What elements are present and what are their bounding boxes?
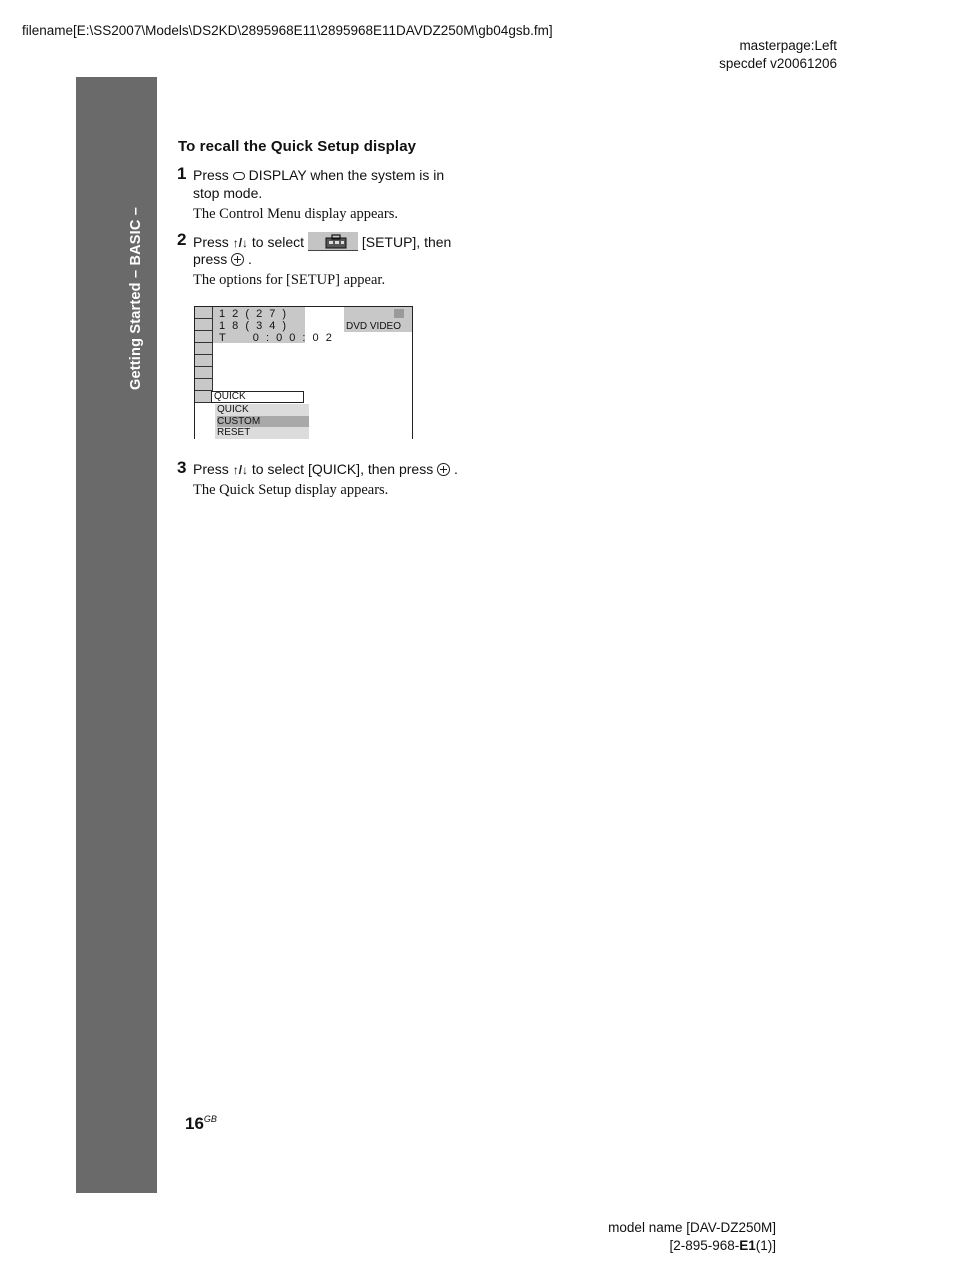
disc-type-label: DVD VIDEO <box>346 321 402 332</box>
step-1-text-after: DISPLAY when the system is in <box>248 167 445 183</box>
step-3-text-mid: to select [QUICK], then press <box>251 461 434 477</box>
menu-icon-cell <box>195 331 212 343</box>
specdef-label: specdef v20061206 <box>719 56 837 71</box>
menu-icon-cell <box>195 379 212 391</box>
step-2-result: The options for [SETUP] appear. <box>193 272 386 288</box>
chapter-info: 1 8 ( 3 4 ) <box>219 320 289 332</box>
step-number-2: 2 <box>177 230 187 249</box>
playback-info-box <box>213 307 334 344</box>
page-number-suffix: GB <box>203 1114 217 1124</box>
menu-icon-cell <box>195 343 212 355</box>
masterpage-label: masterpage:Left <box>739 38 837 53</box>
step-1-text-line2: stop mode. <box>193 185 263 201</box>
display-button-icon <box>233 172 245 180</box>
enter-circle-icon <box>437 463 450 476</box>
step-2-instruction-line2: press . <box>193 251 252 267</box>
step-1-result: The Control Menu display appears. <box>193 206 398 222</box>
setup-toolbox-icon <box>308 232 358 251</box>
step-2-instruction <box>193 232 451 252</box>
menu-icon-cell <box>195 367 212 379</box>
step-number-3: 3 <box>177 458 187 477</box>
chapter-sidebar <box>76 77 157 1193</box>
title-info: 1 2 ( 2 7 ) <box>219 308 289 320</box>
footer-model-name: model name [DAV-DZ250M] <box>608 1220 776 1235</box>
setup-field-value: QUICK <box>214 391 246 402</box>
menu-icon-cell <box>195 355 212 367</box>
step-1-text-before: Press <box>193 167 229 183</box>
footer-code <box>669 1237 776 1255</box>
setup-options-list <box>215 404 309 439</box>
step-1-instruction <box>193 166 444 184</box>
up-down-arrows-icon: ↑/↓ <box>232 236 249 250</box>
step-2-text-mid: to select <box>251 234 305 250</box>
step-2-text-before: Press <box>193 234 229 250</box>
page-number-value: 16 <box>185 1114 204 1133</box>
page-number <box>185 1114 217 1134</box>
section-title: To recall the Quick Setup display <box>178 138 417 155</box>
up-down-arrows-icon: ↑/↓ <box>232 463 249 477</box>
menu-icon-cell-selected <box>195 391 212 403</box>
setup-option-quick: QUICK <box>217 404 249 415</box>
chapter-sidebar-label: Getting Started – BASIC – <box>128 206 144 390</box>
setup-field <box>211 391 304 403</box>
step-3-text-before: Press <box>193 461 229 477</box>
step-3-instruction: Press ↑/↓ to select [QUICK], then press . <box>193 461 458 477</box>
footer-code-suffix: (1)] <box>755 1238 776 1253</box>
stop-status-icon <box>394 309 404 318</box>
step-3-result: The Quick Setup display appears. <box>193 482 389 498</box>
menu-icon-cell <box>195 307 212 319</box>
enter-circle-icon <box>231 253 244 266</box>
setup-option-reset: RESET <box>217 427 251 438</box>
footer-code-bold: E1 <box>739 1238 756 1253</box>
step-2-text-after: [SETUP], then <box>361 234 452 250</box>
filename-header: filename[E:\SS2007\Models\DS2KD\2895968E11\2895968E11DAVDZ250M\gb04gsb.fm] <box>22 23 553 38</box>
step-2-text-line2: press <box>193 251 228 267</box>
menu-icon-cell <box>195 319 212 331</box>
screen-border-right <box>412 306 413 439</box>
setup-option-custom: CUSTOM <box>217 416 309 427</box>
time-info: T 0 : 0 0 : 0 2 <box>219 332 334 344</box>
step-number-1: 1 <box>177 164 187 183</box>
setup-screen-illustration <box>194 306 413 439</box>
footer-code-prefix: [2-895-968- <box>669 1238 740 1253</box>
